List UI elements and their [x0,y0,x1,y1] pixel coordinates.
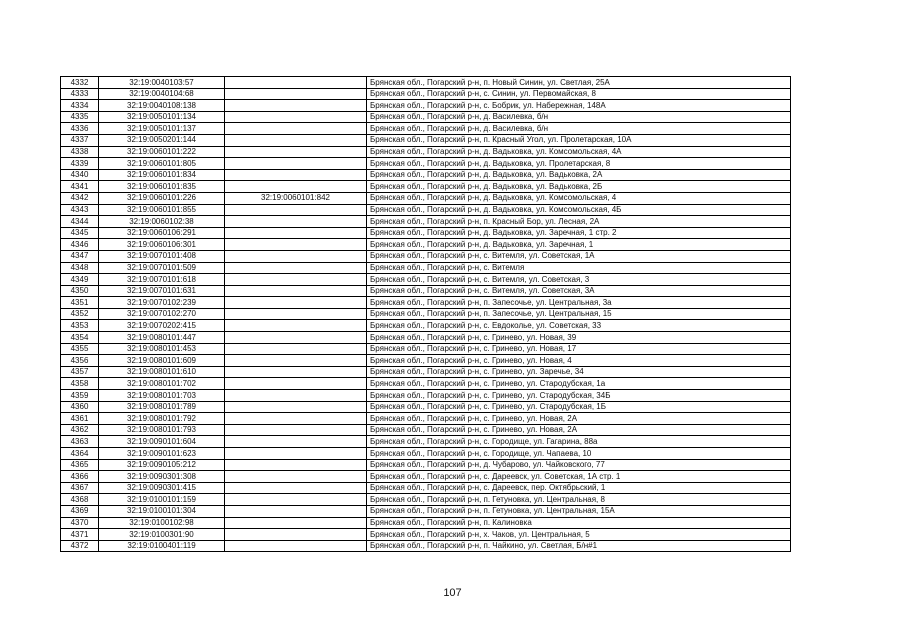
table-row [61,192,791,204]
table-row [61,320,791,332]
registry-table-body [61,77,791,552]
related-cadastral-number-cell [225,320,367,332]
address-cell: Брянская обл., Погарский р-н, д. Вадьковка, ул. Заречная, 1 [367,239,791,251]
table-row [61,77,791,89]
table-row [61,134,791,146]
cadastral-number-cell: 32:19:0100101:304 [99,505,225,517]
row-number-cell: 4368 [61,494,99,506]
address-cell: Брянская обл., Погарский р-н, д. Вадьковка, ул. Вадьковка, 2А [367,169,791,181]
address-cell: Брянская обл., Погарский р-н, д. Вадьковка, ул. Пролетарская, 8 [367,158,791,170]
related-cadastral-number-cell [225,181,367,193]
address-cell: Брянская обл., Погарский р-н, с. Витемля, ул. Советская, 3 [367,274,791,286]
table-row [61,390,791,402]
address-cell: Брянская обл., Погарский р-н, п. Гетуновка, ул. Центральная, 8 [367,494,791,506]
table-row [61,436,791,448]
cadastral-number-cell: 32:19:0070102:239 [99,297,225,309]
row-number-cell: 4366 [61,471,99,483]
table-row [61,100,791,112]
address-cell: Брянская обл., Погарский р-н, с. Городище, ул. Гагарина, 88а [367,436,791,448]
row-number-cell: 4348 [61,262,99,274]
cadastral-number-cell: 32:19:0090301:308 [99,471,225,483]
cadastral-number-cell: 32:19:0090105:212 [99,459,225,471]
row-number-cell: 4367 [61,482,99,494]
table-row [61,169,791,181]
address-cell: Брянская обл., Погарский р-н, д. Василевка, б/н [367,123,791,135]
address-cell: Брянская обл., Погарский р-н, с. Витемля, ул. Советская, 3А [367,285,791,297]
related-cadastral-number-cell [225,494,367,506]
row-number-cell: 4371 [61,529,99,541]
cadastral-number-cell: 32:19:0090101:623 [99,448,225,460]
cadastral-number-cell: 32:19:0060101:835 [99,181,225,193]
cadastral-number-cell: 32:19:0080101:610 [99,366,225,378]
table-row [61,111,791,123]
related-cadastral-number-cell [225,540,367,552]
cadastral-number-cell: 32:19:0050101:134 [99,111,225,123]
related-cadastral-number-cell [225,100,367,112]
cadastral-number-cell: 32:19:0060102:38 [99,216,225,228]
related-cadastral-number-cell [225,111,367,123]
related-cadastral-number-cell [225,88,367,100]
row-number-cell: 4351 [61,297,99,309]
cadastral-number-cell: 32:19:0060101:226 [99,192,225,204]
related-cadastral-number-cell [225,471,367,483]
cadastral-number-cell: 32:19:0080101:702 [99,378,225,390]
table-row [61,529,791,541]
address-cell: Брянская обл., Погарский р-н, д. Чубарово, ул. Чайковского, 77 [367,459,791,471]
row-number-cell: 4352 [61,308,99,320]
address-cell: Брянская обл., Погарский р-н, д. Вадьковка, ул. Комсомольская, 4 [367,192,791,204]
table-row [61,216,791,228]
table-row [61,158,791,170]
related-cadastral-number-cell [225,482,367,494]
table-row [61,285,791,297]
table-row [61,505,791,517]
address-cell: Брянская обл., Погарский р-н, с. Синин, ул. Первомайская, 8 [367,88,791,100]
row-number-cell: 4347 [61,250,99,262]
address-cell: Брянская обл., Погарский р-н, с. Дареевск, пер. Октябрьский, 1 [367,482,791,494]
table-row [61,250,791,262]
address-cell: Брянская обл., Погарский р-н, с. Гринево, ул. Новая, 39 [367,332,791,344]
table-row [61,482,791,494]
related-cadastral-number-cell [225,77,367,89]
row-number-cell: 4340 [61,169,99,181]
related-cadastral-number-cell [225,355,367,367]
address-cell: Брянская обл., Погарский р-н, д. Вадьковка, ул. Комсомольская, 4А [367,146,791,158]
address-cell: Брянская обл., Погарский р-н, п. Красный Угол, ул. Пролетарская, 10А [367,134,791,146]
related-cadastral-number-cell: 32:19:0060101:842 [225,192,367,204]
row-number-cell: 4360 [61,401,99,413]
address-cell: Брянская обл., Погарский р-н, с. Гринево, ул. Новая, 4 [367,355,791,367]
cadastral-number-cell: 32:19:0070102:270 [99,308,225,320]
row-number-cell: 4350 [61,285,99,297]
cadastral-number-cell: 32:19:0070101:509 [99,262,225,274]
cadastral-number-cell: 32:19:0080101:789 [99,401,225,413]
cadastral-number-cell: 32:19:0080101:793 [99,424,225,436]
cadastral-number-cell: 32:19:0100401:119 [99,540,225,552]
address-cell: Брянская обл., Погарский р-н, с. Гринево, ул. Стародубская, 34Б [367,390,791,402]
cadastral-number-cell: 32:19:0080101:703 [99,390,225,402]
address-cell: Брянская обл., Погарский р-н, с. Гринево, ул. Новая, 2А [367,424,791,436]
related-cadastral-number-cell [225,424,367,436]
related-cadastral-number-cell [225,227,367,239]
related-cadastral-number-cell [225,517,367,529]
address-cell: Брянская обл., Погарский р-н, с. Гринево, ул. Стародубская, 1а [367,378,791,390]
table-row [61,494,791,506]
table-row [61,181,791,193]
cadastral-number-cell: 32:19:0100101:159 [99,494,225,506]
address-cell: Брянская обл., Погарский р-н, с. Дареевск, ул. Советская, 1А стр. 1 [367,471,791,483]
row-number-cell: 4372 [61,540,99,552]
related-cadastral-number-cell [225,366,367,378]
address-cell: Брянская обл., Погарский р-н, с. Гринево, ул. Стародубская, 1Б [367,401,791,413]
row-number-cell: 4354 [61,332,99,344]
cadastral-number-cell: 32:19:0060101:805 [99,158,225,170]
cadastral-number-cell: 32:19:0060101:834 [99,169,225,181]
table-row [61,262,791,274]
table-row [61,204,791,216]
related-cadastral-number-cell [225,459,367,471]
table-row [61,123,791,135]
related-cadastral-number-cell [225,146,367,158]
row-number-cell: 4339 [61,158,99,170]
address-cell: Брянская обл., Погарский р-н, с. Витемля, ул. Советская, 1А [367,250,791,262]
cadastral-number-cell: 32:19:0100102:98 [99,517,225,529]
row-number-cell: 4336 [61,123,99,135]
cadastral-number-cell: 32:19:0070202:415 [99,320,225,332]
row-number-cell: 4346 [61,239,99,251]
table-row [61,332,791,344]
related-cadastral-number-cell [225,448,367,460]
table-row [61,366,791,378]
row-number-cell: 4355 [61,343,99,355]
table-row [61,355,791,367]
cadastral-number-cell: 32:19:0060101:222 [99,146,225,158]
table-row [61,378,791,390]
related-cadastral-number-cell [225,401,367,413]
row-number-cell: 4365 [61,459,99,471]
row-number-cell: 4362 [61,424,99,436]
table-row [61,459,791,471]
related-cadastral-number-cell [225,239,367,251]
cadastral-number-cell: 32:19:0060106:301 [99,239,225,251]
cadastral-number-cell: 32:19:0090301:415 [99,482,225,494]
cadastral-number-cell: 32:19:0040103:57 [99,77,225,89]
cadastral-number-cell: 32:19:0040104:68 [99,88,225,100]
related-cadastral-number-cell [225,436,367,448]
table-row [61,424,791,436]
related-cadastral-number-cell [225,529,367,541]
table-row [61,239,791,251]
row-number-cell: 4344 [61,216,99,228]
row-number-cell: 4342 [61,192,99,204]
address-cell: Брянская обл., Погарский р-н, п. Чайкино, ул. Светлая, Б/н#1 [367,540,791,552]
row-number-cell: 4338 [61,146,99,158]
row-number-cell: 4357 [61,366,99,378]
cadastral-number-cell: 32:19:0060101:855 [99,204,225,216]
table-row [61,146,791,158]
address-cell: Брянская обл., Погарский р-н, п. Новый Синин, ул. Светлая, 25А [367,77,791,89]
related-cadastral-number-cell [225,169,367,181]
related-cadastral-number-cell [225,216,367,228]
address-cell: Брянская обл., Погарский р-н, п. Запесочье, ул. Центральная, 3а [367,297,791,309]
cadastral-number-cell: 32:19:0080101:453 [99,343,225,355]
related-cadastral-number-cell [225,413,367,425]
row-number-cell: 4363 [61,436,99,448]
cadastral-number-cell: 32:19:0070101:618 [99,274,225,286]
row-number-cell: 4361 [61,413,99,425]
cadastral-number-cell: 32:19:0080101:447 [99,332,225,344]
cadastral-number-cell: 32:19:0050201:144 [99,134,225,146]
related-cadastral-number-cell [225,285,367,297]
address-cell: Брянская обл., Погарский р-н, с. Евдокольe, ул. Советская, 33 [367,320,791,332]
row-number-cell: 4333 [61,88,99,100]
table-row [61,274,791,286]
related-cadastral-number-cell [225,123,367,135]
row-number-cell: 4369 [61,505,99,517]
page-number: 107 [443,587,462,599]
address-cell: Брянская обл., Погарский р-н, с. Гринево, ул. Новая, 17 [367,343,791,355]
related-cadastral-number-cell [225,378,367,390]
row-number-cell: 4334 [61,100,99,112]
cadastral-number-cell: 32:19:0050101:137 [99,123,225,135]
table-row [61,517,791,529]
registry-table [60,76,791,552]
related-cadastral-number-cell [225,297,367,309]
address-cell: Брянская обл., Погарский р-н, п. Калиновка [367,517,791,529]
cadastral-number-cell: 32:19:0090101:604 [99,436,225,448]
table-row [61,471,791,483]
address-cell: Брянская обл., Погарский р-н, с. Гринево, ул. Заречье, 34 [367,366,791,378]
address-cell: Брянская обл., Погарский р-н, д. Вадьковка, ул. Заречная, 1 стр. 2 [367,227,791,239]
row-number-cell: 4341 [61,181,99,193]
table-row [61,88,791,100]
related-cadastral-number-cell [225,332,367,344]
related-cadastral-number-cell [225,274,367,286]
table-row [61,227,791,239]
address-cell: Брянская обл., Погарский р-н, п. Гетуновка, ул. Центральная, 15А [367,505,791,517]
address-cell: Брянская обл., Погарский р-н, д. Вадьковка, ул. Вадьковка, 2Б [367,181,791,193]
table-row [61,297,791,309]
related-cadastral-number-cell [225,158,367,170]
table-row [61,343,791,355]
address-cell: Брянская обл., Погарский р-н, п. Запесочье, ул. Центральная, 15 [367,308,791,320]
row-number-cell: 4337 [61,134,99,146]
row-number-cell: 4343 [61,204,99,216]
cadastral-number-cell: 32:19:0060106:291 [99,227,225,239]
table-row [61,308,791,320]
related-cadastral-number-cell [225,204,367,216]
cadastral-number-cell: 32:19:0070101:408 [99,250,225,262]
table-row [61,448,791,460]
related-cadastral-number-cell [225,343,367,355]
cadastral-number-cell: 32:19:0070101:631 [99,285,225,297]
address-cell: Брянская обл., Погарский р-н, д. Вадьковка, ул. Комсомольская, 4Б [367,204,791,216]
related-cadastral-number-cell [225,134,367,146]
related-cadastral-number-cell [225,390,367,402]
row-number-cell: 4359 [61,390,99,402]
row-number-cell: 4335 [61,111,99,123]
address-cell: Брянская обл., Погарский р-н, с. Витемля [367,262,791,274]
related-cadastral-number-cell [225,250,367,262]
address-cell: Брянская обл., Погарский р-н, д. Василевка, б/н [367,111,791,123]
cadastral-number-cell: 32:19:0100301:90 [99,529,225,541]
address-cell: Брянская обл., Погарский р-н, с. Городище, ул. Чапаева, 10 [367,448,791,460]
address-cell: Брянская обл., Погарский р-н, с. Гринево, ул. Новая, 2А [367,413,791,425]
related-cadastral-number-cell [225,308,367,320]
cadastral-number-cell: 32:19:0040108:138 [99,100,225,112]
row-number-cell: 4349 [61,274,99,286]
table-row [61,540,791,552]
row-number-cell: 4370 [61,517,99,529]
row-number-cell: 4332 [61,77,99,89]
table-row [61,401,791,413]
row-number-cell: 4364 [61,448,99,460]
row-number-cell: 4356 [61,355,99,367]
related-cadastral-number-cell [225,262,367,274]
related-cadastral-number-cell [225,505,367,517]
row-number-cell: 4353 [61,320,99,332]
address-cell: Брянская обл., Погарский р-н, с. Бобрик, ул. Набережная, 148А [367,100,791,112]
address-cell: Брянская обл., Погарский р-н, х. Чаков, ул. Центральная, 5 [367,529,791,541]
cadastral-number-cell: 32:19:0080101:609 [99,355,225,367]
row-number-cell: 4345 [61,227,99,239]
address-cell: Брянская обл., Погарский р-н, п. Красный Бор, ул. Лесная, 2А [367,216,791,228]
table-row [61,413,791,425]
cadastral-number-cell: 32:19:0080101:792 [99,413,225,425]
row-number-cell: 4358 [61,378,99,390]
